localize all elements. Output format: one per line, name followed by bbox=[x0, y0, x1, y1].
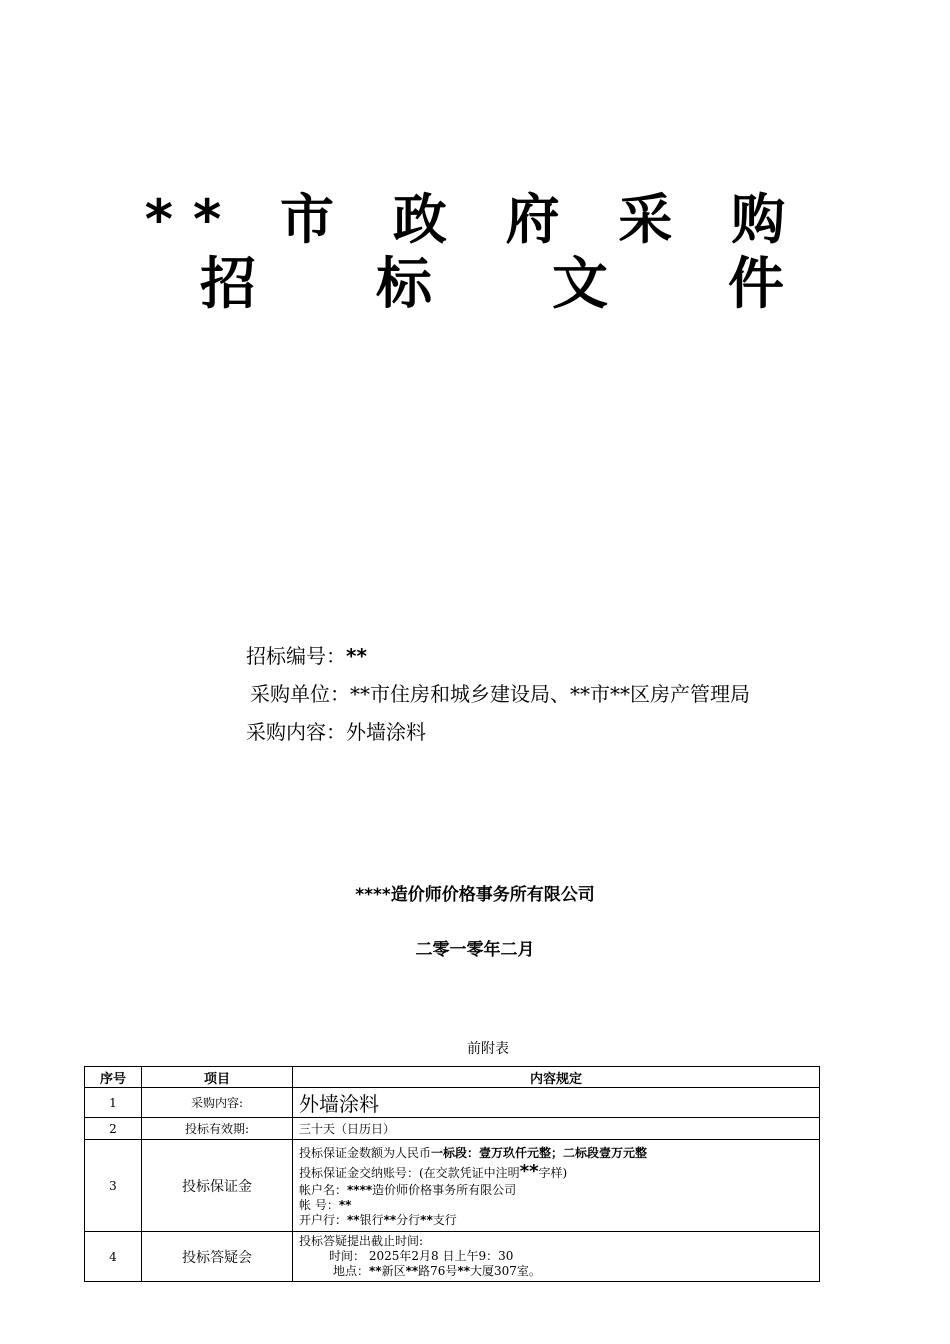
table-row bbox=[85, 1088, 820, 1118]
text: **** bbox=[347, 1182, 373, 1197]
bid-number-label: 招标编号： bbox=[246, 644, 346, 668]
text: 帐 号： bbox=[299, 1197, 339, 1212]
text: 开户行： bbox=[299, 1212, 348, 1227]
text: 地点： bbox=[333, 1264, 370, 1278]
qa-deadline-label: 投标答疑提出截止时间: bbox=[299, 1234, 424, 1248]
account-number bbox=[299, 1198, 813, 1213]
row-num: 4 bbox=[85, 1232, 142, 1282]
purchase-content-label: 采购内容： bbox=[246, 720, 346, 744]
account-name bbox=[299, 1183, 813, 1198]
row-content: 三十天（日历日） bbox=[293, 1118, 820, 1140]
deposit-amount bbox=[299, 1144, 813, 1162]
text: ** bbox=[347, 1212, 360, 1227]
text: ** bbox=[338, 1197, 352, 1212]
cover-title-line2 bbox=[200, 250, 784, 320]
text: 支行 bbox=[432, 1212, 457, 1227]
qa-time: 时间： 2025年2月8 日上午9：30 bbox=[329, 1249, 514, 1263]
table-row bbox=[85, 1118, 820, 1140]
table-row bbox=[85, 1140, 820, 1232]
header-num: 序号 bbox=[85, 1067, 142, 1088]
row-item: 采购内容: bbox=[142, 1088, 293, 1118]
front-attachment-table bbox=[84, 1066, 820, 1282]
text: 一标段：壹万玖仟元整；二标段壹万元整 bbox=[431, 1145, 648, 1160]
document-date: 二零一零年二月 bbox=[415, 940, 535, 960]
row-item: 投标有效期: bbox=[142, 1118, 293, 1140]
title-char: 招 bbox=[200, 252, 256, 317]
text: ** bbox=[405, 1264, 419, 1278]
text: 路76号 bbox=[418, 1264, 458, 1278]
purchase-content bbox=[246, 719, 426, 745]
row-item: 投标保证金 bbox=[142, 1140, 293, 1232]
text: 造价师价格事务所有限公司 bbox=[372, 1182, 517, 1197]
text: ** bbox=[457, 1264, 470, 1278]
purchase-content-value: 外墙涂料 bbox=[346, 720, 426, 744]
company-name: ****造价师价格事务所有限公司 bbox=[355, 885, 595, 905]
row-content: 外墙涂料 bbox=[293, 1088, 820, 1118]
purchaser-label: 采购单位： bbox=[250, 682, 350, 706]
text: ** bbox=[369, 1264, 382, 1278]
text: ** bbox=[519, 1160, 539, 1182]
cover-title-line1: ** 市 政 府 采 购 bbox=[144, 188, 806, 251]
table-header-row bbox=[85, 1067, 820, 1088]
text: 投标保证金数额为人民币 bbox=[299, 1145, 432, 1160]
qa-location bbox=[299, 1264, 813, 1279]
purchaser bbox=[250, 681, 750, 707]
title-char: 件 bbox=[728, 252, 784, 317]
row-item: 投标答疑会 bbox=[142, 1232, 293, 1282]
purchaser-value: **市住房和城乡建设局、**市**区房产管理局 bbox=[350, 682, 750, 706]
table-row bbox=[85, 1232, 820, 1282]
title-char: 标 bbox=[376, 252, 432, 317]
deposit-account-note bbox=[299, 1162, 813, 1183]
text: 银行 bbox=[359, 1212, 384, 1227]
title-char: 文 bbox=[552, 252, 608, 317]
bid-number-value: ** bbox=[346, 644, 367, 668]
row-num: 3 bbox=[85, 1140, 142, 1232]
text: 大厦307室。 bbox=[470, 1264, 541, 1278]
header-item: 项目 bbox=[142, 1067, 293, 1088]
text: 新区 bbox=[381, 1264, 406, 1278]
row-num: 1 bbox=[85, 1088, 142, 1118]
text: 帐户名： bbox=[299, 1182, 348, 1197]
header-content: 内容规定 bbox=[293, 1067, 820, 1088]
text: 投标保证金交纳账号：(在交款凭证中注明 bbox=[299, 1165, 520, 1180]
text: 字样) bbox=[538, 1165, 568, 1180]
bank-name bbox=[299, 1213, 813, 1228]
text: ** bbox=[383, 1212, 397, 1227]
row-content bbox=[293, 1232, 820, 1282]
table-caption: 前附表 bbox=[467, 1041, 509, 1057]
bid-number bbox=[246, 643, 367, 669]
text: 分行 bbox=[396, 1212, 421, 1227]
row-content bbox=[293, 1140, 820, 1232]
text: ** bbox=[420, 1212, 433, 1227]
row-num: 2 bbox=[85, 1118, 142, 1140]
